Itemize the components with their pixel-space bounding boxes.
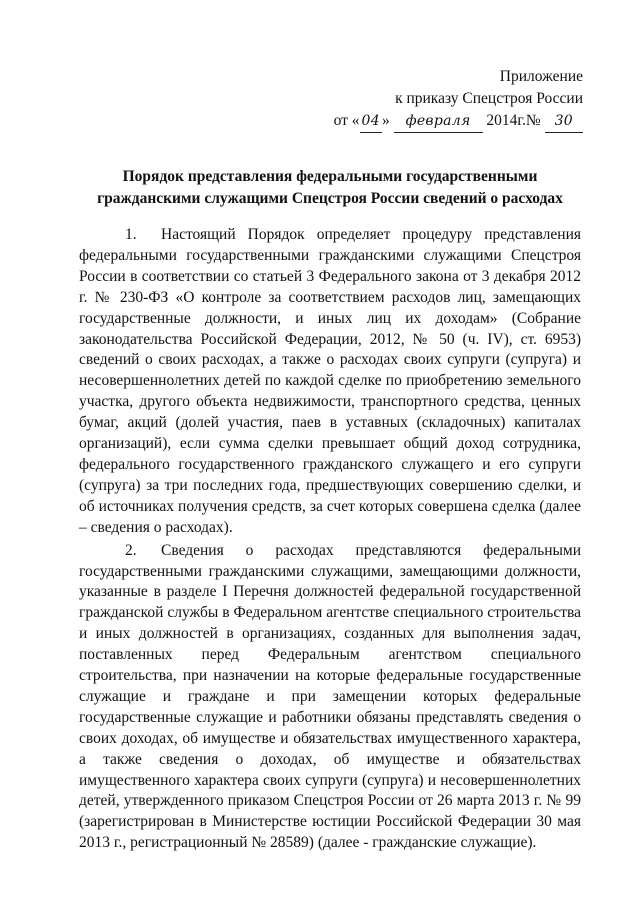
appendix-order-reference: к приказу Спецстроя России <box>395 90 583 107</box>
appendix-date-line <box>334 110 583 133</box>
title-line-2: гражданскими служащими Спецстроя России сведений о расходах <box>97 190 563 207</box>
paragraph-2 <box>79 541 581 855</box>
paragraph-number: 1. <box>125 226 137 243</box>
document-title <box>80 166 580 210</box>
handwritten-month: февраля <box>394 110 483 133</box>
paragraph-text: Настоящий Порядок определяет процедуру представления федеральными государственными гражданскими служащими Спецстроя России в соответствии со статьей 3 Федерального закона от 3 декабря 2012 г. № 230-ФЗ «О контроле за соответствием расходов лиц, замещающих государственные должности, и иных лиц их доходам» (Собрание законодательства Российской Федерации, 2012, № 50 (ч. IV), ст. 6953) сведений о своих расходах, а также о расходах своих супруги (супруга) и несовершеннолетних детей по каждой сделке по приобретению земельного участка, другого объекта недвижимости, транспортного средства, ценных бумаг, акций (долей участия, паев в уставных (складочных) капиталах организаций), если сумма сделки превышает общий доход сотрудника, федерального государственного гражданского служащего и его супруги (супруга) за три последних года, предшествующих совершению сделки, и об источниках получения средств, за счет которых совершена сделка (далее – сведения о расходах). <box>79 226 581 536</box>
document-body <box>79 225 581 856</box>
appendix-header <box>334 66 583 133</box>
handwritten-day: 04 <box>360 110 382 133</box>
date-year: 2014 <box>486 112 518 129</box>
appendix-label: Приложение <box>499 68 583 85</box>
paragraph-number: 2. <box>125 541 137 559</box>
date-prefix: от « <box>333 112 360 129</box>
title-line-1: Порядок представления федеральными государственными <box>122 168 538 185</box>
date-mid: » <box>381 112 390 129</box>
handwritten-order-number: 30 <box>545 110 583 133</box>
paragraph-text: Сведения о расходах представляются федеральными государственными гражданскими служащими, замещающими должности, указанные в разделе I Перечня должностей федеральной государственной гражданской службы в Федеральном агентстве специального строительства и иных должностей в организациях, созданных для выполнения задач, поставленных перед Федеральным агентством специального строительства, при назначении на которые федеральные государственные служащие и граждане и при замещении которых федеральные государственные служащие и работники обязаны представлять сведения о своих доходах, об имуществе и обязательствах имущественного характера, а также сведения о доходах, об имуществе и обязательствах имущественного характера своих супруги (супруга) и несовершеннолетних детей, утвержденного приказом Спецстроя России от 26 марта 2013 г. № 99 (зарегистрирован в Министерстве юстиции Российской Федерации 30 мая 2013 г., регистрационный № 28589) (далее - гражданские служащие). <box>79 541 581 852</box>
date-year-suffix: г.№ <box>517 112 541 129</box>
paragraph-1 <box>79 225 581 539</box>
